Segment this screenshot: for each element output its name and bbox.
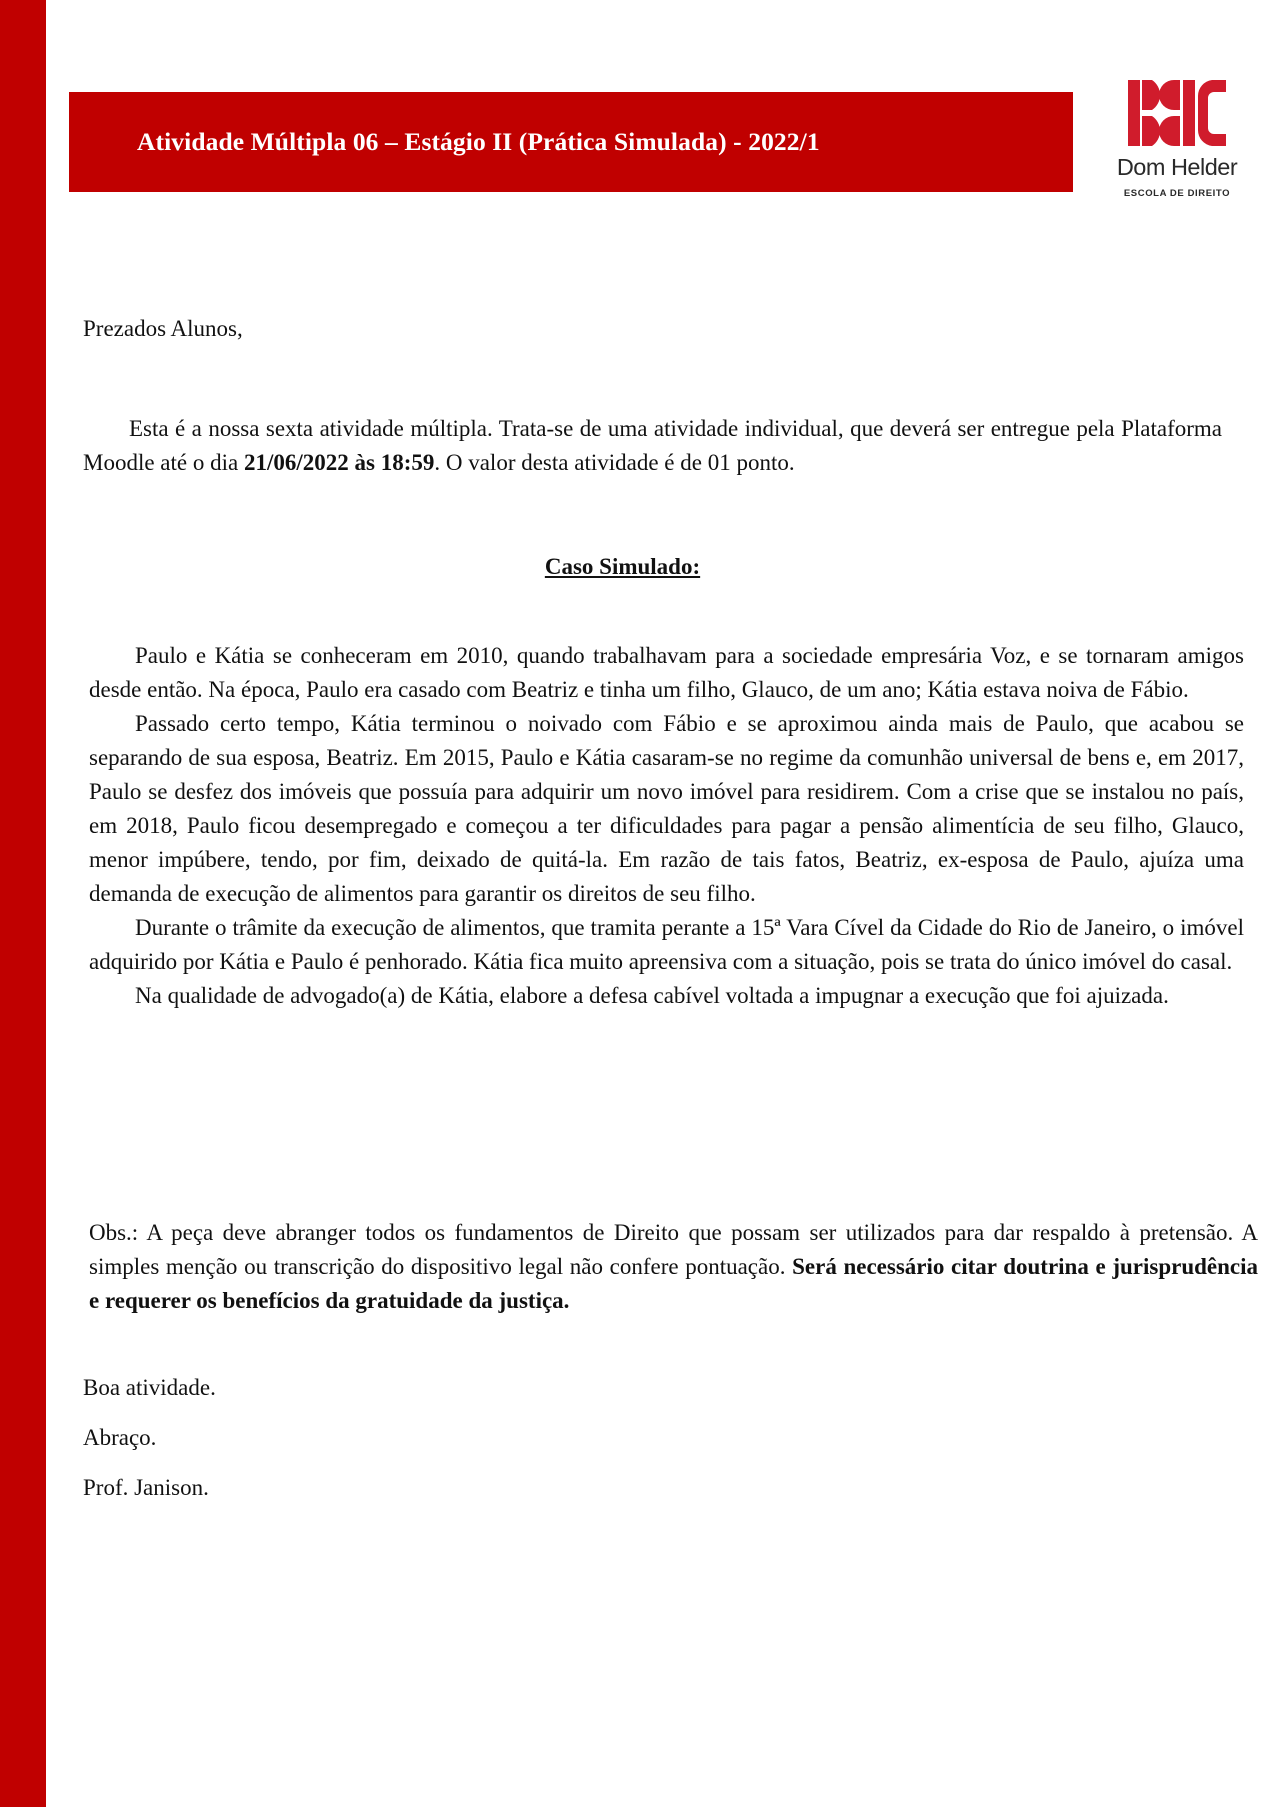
obs-bold-text: Será necessário citar doutrina e jurisprudência e requerer os benefícios da gratuidade da justiça. [89,1254,1259,1313]
case-paragraph: Passado certo tempo, Kátia terminou o noivado com Fábio e se aproximou ainda mais de Paulo, que acabou se separando de sua esposa, Beatriz. Em 2015, Paulo e Kátia casaram-se no regime da comunhão universal de bens e, em 2017, Paulo se desfez dos imóveis que possuía para adquirir um novo imóvel para residirem. Com a crise que se instalou no país, em 2018, Paulo ficou desempregado e começou a ter dificuldades para pagar a pensão alimentícia de seu filho, Glauco, menor impúbere, tendo, por fim, deixado de quitá-la. Em razão de tais fatos, Beatriz, ex-esposa de Paulo, ajuíza uma demanda de execução de alimentos para garantir os direitos de seu filho. [89,711,1244,906]
document-title: Atividade Múltipla 06 – Estágio II (Prática Simulada) - 2022/1 [137,127,820,156]
logo-name: Dom Helder [1116,154,1238,180]
intro-text-1: Esta é a nossa sexta atividade múltipla. Trata-se de uma atividade individual, que deverá ser entregue pela Plataforma Moodle até o dia [83,416,1222,475]
dom-helder-logo [1098,80,1256,205]
intro-paragraph [83,412,1222,480]
case-paragraph: Paulo e Kátia se conheceram em 2010, quando trabalhavam para a sociedade empresária Voz, e se tornaram amigos desde então. Na época, Paulo era casado com Beatriz e tinha um filho, Glauco, de um ano; Kátia estava noiva de Fábio. [89,643,1244,702]
left-accent-bar [0,0,46,1807]
case-body [89,639,1244,1013]
observation [89,1216,1258,1318]
closing-line: Abraço. [83,1425,157,1450]
case-paragraph: Durante o trâmite da execução de alimentos, que tramita perante a 15ª Vara Cível da Cidade do Rio de Janeiro, o imóvel adquirido por Kátia e Paulo é penhorado. Kátia fica muito apreensiva com a situação, pois se trata do único imóvel do casal. [89,915,1244,974]
dom-helder-logo-mark-icon [1128,80,1226,146]
header-banner [69,92,1073,192]
obs-text: Obs.: A peça deve abranger todos os fundamentos de Direito que possam ser utilizados para dar respaldo à pretensão. A simples menção ou transcrição do dispositivo legal não confere pontuação. [89,1220,1258,1279]
deadline: 21/06/2022 às 18:59 [243,450,435,475]
intro-text-2: . O valor desta atividade é de 01 ponto. [434,450,795,475]
case-title: Caso Simulado: [544,554,701,579]
greeting: Prezados Alunos, [83,316,243,341]
signature: Prof. Janison. [83,1475,209,1500]
closing-line: Boa atividade. [83,1375,216,1400]
case-paragraph: Na qualidade de advogado(a) de Kátia, elabore a defesa cabível voltada a impugnar a execução que foi ajuizada. [135,983,1169,1008]
logo-subtitle: ESCOLA DE DIREITO [1123,188,1231,199]
